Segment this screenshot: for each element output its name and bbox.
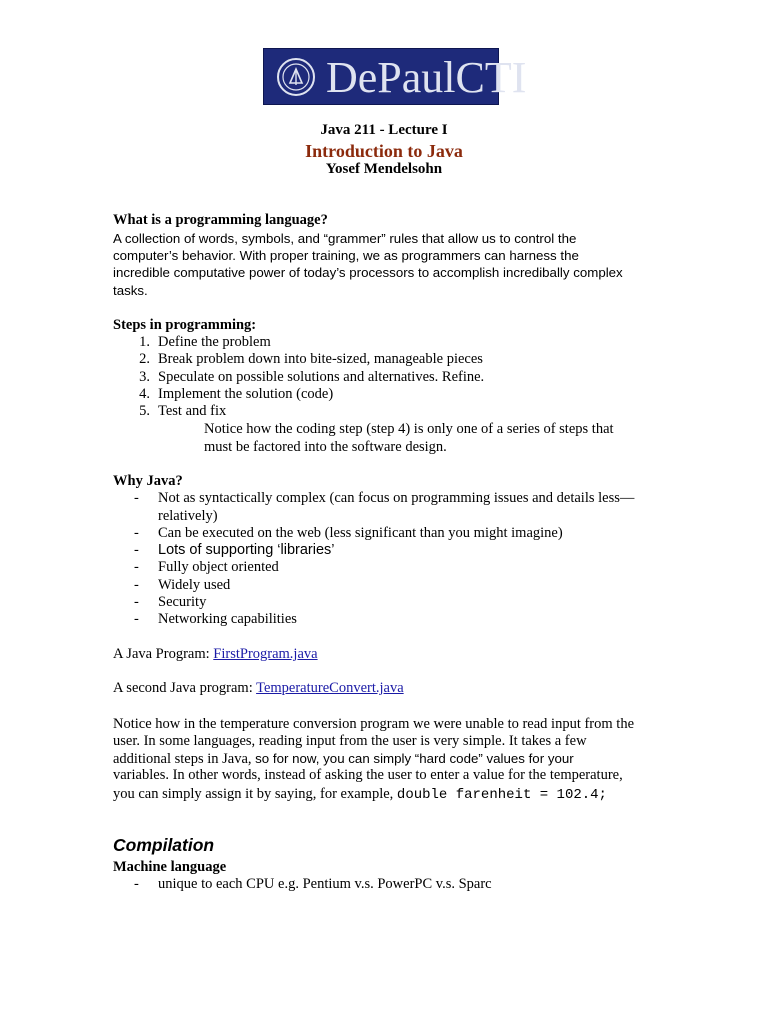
list-item: Speculate on possible solutions and alternatives. Refine. <box>158 369 485 385</box>
paragraph-line: tasks. <box>113 283 148 298</box>
list-item-continued: relatively) <box>158 508 218 524</box>
steps-note-line: must be factored into the software design. <box>204 439 447 455</box>
paragraph-line: variables. In other words, instead of asking the user to enter a value for the temperature, <box>113 767 623 783</box>
list-item: Fully object oriented <box>158 559 279 575</box>
paragraph-segment: additional steps in Java, <box>113 751 256 767</box>
list-item: Security <box>158 594 207 610</box>
bullet-dash: - <box>134 490 139 506</box>
bullet-dash: - <box>134 611 139 627</box>
logo-text: DePaulCTI <box>326 53 527 102</box>
bullet-dash: - <box>134 594 139 610</box>
list-number: 3. <box>139 369 150 385</box>
bullet-dash: - <box>134 876 139 892</box>
bullet-dash: - <box>134 525 139 541</box>
list-item: Lots of supporting ‘libraries’ <box>158 542 335 558</box>
depaul-seal-icon <box>276 57 316 97</box>
bullet-dash: - <box>134 542 139 558</box>
list-number: 2. <box>139 351 150 367</box>
section-heading-programming-language: What is a programming language? <box>113 212 328 228</box>
firstprogram-link[interactable]: FirstProgram.java <box>213 646 318 662</box>
list-item: Networking capabilities <box>158 611 297 627</box>
list-number: 4. <box>139 386 150 402</box>
subheading-machine-language: Machine language <box>113 859 227 875</box>
paragraph-line: incredible computative power of today’s processors to accomplish incredibally complex <box>113 265 623 280</box>
list-item: Define the problem <box>158 334 271 350</box>
paragraph-segment: you can simply assign it by saying, for example, <box>113 786 397 802</box>
section-heading-why-java: Why Java? <box>113 473 183 489</box>
list-item: unique to each CPU e.g. Pentium v.s. PowerPC v.s. Sparc <box>158 876 492 892</box>
steps-note-line: Notice how the coding step (step 4) is only one of a series of steps that <box>204 421 614 437</box>
paragraph-segment: so for now, you can simply “hard code” values for your <box>255 751 574 766</box>
program2-label: A second Java program: <box>113 680 257 696</box>
list-item: Widely used <box>158 577 231 593</box>
paragraph-line: computer’s behavior. With proper training, we as programmers can harness the <box>113 248 579 263</box>
list-item: Not as syntactically complex (can focus on programming issues and details less— <box>158 490 635 506</box>
temperatureconvert-link[interactable]: TemperatureConvert.java <box>256 680 404 696</box>
bullet-dash: - <box>134 577 139 593</box>
course-title: Java 211 - Lecture I <box>320 122 448 138</box>
paragraph-line <box>113 750 574 768</box>
list-number: 5. <box>139 403 150 419</box>
paragraph-line: Notice how in the temperature conversion program we were unable to read input from the <box>113 716 635 732</box>
lecture-title: Introduction to Java <box>305 141 463 161</box>
paragraph-line: A collection of words, symbols, and “grammer” rules that allow us to control the <box>113 231 577 246</box>
list-number: 1. <box>139 334 150 350</box>
code-snippet: double farenheit = 102.4; <box>396 787 607 803</box>
list-item: Can be executed on the web (less significant than you might imagine) <box>158 525 563 541</box>
program2-line <box>113 680 404 697</box>
paragraph-line <box>113 786 607 804</box>
list-item: Test and fix <box>158 403 227 419</box>
depaul-cti-logo <box>263 48 527 105</box>
program1-label: A Java Program: <box>113 646 214 662</box>
paragraph-line: user. In some languages, reading input from the user is very simple. It takes a few <box>113 733 587 749</box>
section-heading-compilation: Compilation <box>113 835 215 855</box>
bullet-dash: - <box>134 559 139 575</box>
list-item: Implement the solution (code) <box>158 386 334 402</box>
program1-line <box>113 646 318 663</box>
author-name: Yosef Mendelsohn <box>325 161 443 177</box>
section-heading-steps: Steps in programming: <box>113 317 257 333</box>
list-item: Break problem down into bite-sized, manageable pieces <box>158 351 483 367</box>
